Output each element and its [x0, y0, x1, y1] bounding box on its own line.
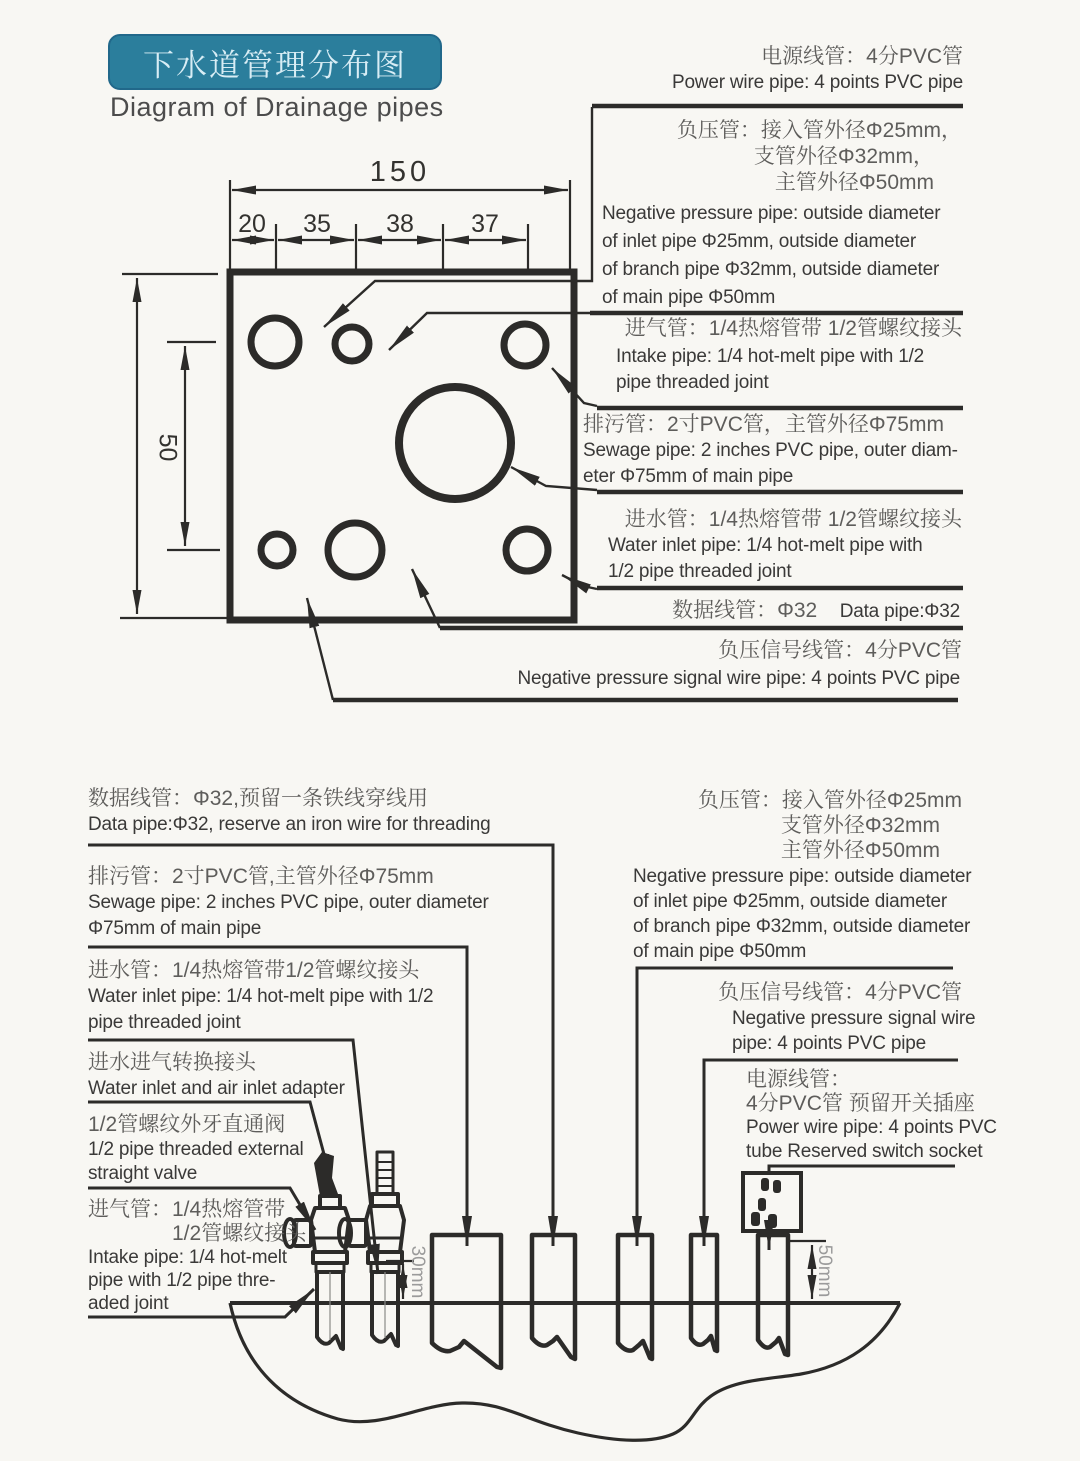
annotation-negative-pressure-bottom	[630, 788, 962, 863]
hole-power-wire	[251, 318, 299, 366]
annotation-intake-top-en	[616, 344, 924, 396]
annotation-adapter-bottom	[88, 1050, 345, 1102]
annotation-water-inlet-bottom	[88, 958, 433, 1036]
annotation-text-zh: 1/2管螺纹外牙直通阀	[88, 1113, 286, 1136]
annotation-water-inlet-top-en	[608, 533, 922, 585]
annotation-text-en: Water inlet and air inlet adapter	[88, 1078, 345, 1099]
dim-label-20: 20	[238, 210, 266, 238]
dim-label-150: 150	[369, 156, 431, 188]
annotation-text-zh: 排污管：2寸PVC管，主管外径Φ75mm	[583, 413, 944, 436]
annotation-text-en: Power wire pipe: 4 points PVC	[746, 1117, 997, 1138]
annotation-text-en: of main pipe Φ50mm	[633, 941, 807, 962]
annotation-text-en: aded joint	[88, 1293, 169, 1314]
page-title-badge	[108, 34, 442, 90]
annotation-text-zh: 支管外径Φ32mm，	[753, 145, 934, 168]
annotation-text-zh: 负压信号线管：4分PVC管	[718, 639, 962, 662]
socket-slot	[751, 1212, 760, 1226]
pipe-negative-pressure	[618, 1235, 652, 1359]
annotation-text-en: eter Φ75mm of main pipe	[583, 466, 794, 487]
annotation-text-en: Negative pressure pipe: outside diameter	[633, 866, 972, 887]
dim-label-38: 38	[386, 210, 414, 238]
annotation-text-en: 1/2 pipe threaded joint	[608, 561, 792, 582]
annotation-text-zh: 进气管：1/4热熔管带 1/2管螺纹接头	[624, 317, 962, 340]
annotation-text-zh: 支管外径Φ32mm	[780, 814, 940, 837]
annotation-sewage-bottom	[88, 864, 489, 942]
socket-slot	[768, 1214, 777, 1228]
annotation-intake-top	[600, 316, 962, 342]
annotation-text-zh: 负压管：接入管外径Φ25mm，	[676, 119, 962, 142]
annotation-water-inlet-top	[600, 507, 962, 533]
annotation-negative-pressure-signal-top-en	[490, 666, 960, 692]
annotation-text-zh: 负压信号线管：4分PVC管	[718, 981, 962, 1004]
switch-socket-box	[743, 1173, 801, 1231]
annotation-text-en: Power wire pipe: 4 points PVC pipe	[671, 72, 963, 93]
hole-negative-pressure-signal	[261, 534, 293, 566]
annotation-text-en: Data pipe:Φ32	[839, 601, 960, 622]
annotation-text-zh: 主管外径Φ50mm	[774, 171, 934, 194]
annotation-text-en: of branch pipe Φ32mm, outside diameter	[602, 259, 940, 280]
dim-label-50: 50	[153, 433, 182, 462]
annotation-text-zh: 主管外径Φ50mm	[780, 839, 940, 862]
page-title-zh: 下水道管理分布图	[143, 47, 407, 83]
annotation-negative-pressure-signal-bottom	[630, 980, 962, 1006]
annotation-text-zh: 电源线管：	[746, 1068, 851, 1091]
annotation-intake-bottom	[88, 1198, 306, 1315]
valve-threaded-stem	[377, 1152, 393, 1194]
dim-label-37: 37	[471, 210, 499, 238]
socket-slot	[758, 1198, 766, 1211]
dim-label-35: 35	[303, 210, 331, 238]
annotation-text-zh: 进气管：1/4热熔管带	[88, 1198, 286, 1221]
annotation-text-en: of inlet pipe Φ25mm, outside diameter	[633, 891, 948, 912]
annotation-text-en: pipe threaded joint	[88, 1012, 241, 1033]
annotation-text-zh: 进水管：1/4热熔管带 1/2管螺纹接头	[624, 508, 962, 531]
dim-label-30mm: 30mm	[407, 1245, 428, 1299]
annotation-text-en: pipe: 4 points PVC pipe	[732, 1033, 926, 1054]
annotation-text-en: of inlet pipe Φ25mm, outside diameter	[602, 231, 917, 252]
annotation-text-zh: 进水进气转换接头	[88, 1051, 256, 1074]
annotation-text-en: Negative pressure pipe: outside diameter	[602, 203, 941, 224]
leader-power-wire	[324, 107, 592, 327]
hole-intake	[504, 324, 546, 366]
socket-slot	[773, 1180, 781, 1193]
annotation-text-en: Sewage pipe: 2 inches PVC pipe, outer diam-	[583, 440, 958, 461]
annotation-text-en: Intake pipe: 1/4 hot-melt	[88, 1247, 287, 1268]
page-title-en: Diagram of Drainage pipes	[110, 92, 444, 122]
annotation-power-wire-top	[560, 44, 963, 96]
annotation-text-en: of main pipe Φ50mm	[602, 287, 776, 308]
hole-water-inlet	[506, 529, 548, 571]
annotation-text-en: Data pipe:Φ32, reserve an iron wire for threading	[88, 814, 491, 835]
annotation-sewage-top-en	[583, 438, 958, 490]
annotation-sewage-top	[583, 412, 944, 438]
leader-water-inlet	[562, 575, 597, 589]
hole-data-pipe	[328, 523, 382, 577]
annotation-text-en: Intake pipe: 1/4 hot-melt pipe with 1/2	[616, 346, 925, 367]
annotation-text-en: straight valve	[88, 1163, 198, 1184]
dimension-lines	[120, 180, 570, 618]
annotation-text-en: pipe with 1/2 pipe thre-	[88, 1270, 276, 1291]
annotation-power-wire-bottom	[746, 1068, 997, 1164]
annotation-data-pipe-top	[600, 598, 960, 625]
annotation-text-zh: 数据线管：Φ32	[672, 599, 818, 622]
annotation-text-en: Negative pressure signal wire	[732, 1008, 976, 1029]
leader-negative-pressure-signal	[307, 598, 333, 700]
annotation-straight-valve-bottom	[88, 1112, 304, 1186]
annotation-text-zh: 1/2管螺纹接头	[172, 1222, 307, 1245]
valve-lever	[314, 1152, 338, 1196]
annotation-negative-pressure-top	[600, 118, 962, 196]
pipe-power-wire	[758, 1235, 788, 1355]
annotation-text-zh: 排污管：2寸PVC管,主管外径Φ75mm	[88, 865, 434, 888]
mounting-plate	[230, 272, 574, 620]
annotation-text-en: pipe threaded joint	[616, 372, 769, 393]
dim-label-50mm: 50mm	[814, 1244, 835, 1298]
annotation-text-zh: 电源线管：4分PVC管	[761, 45, 963, 68]
annotation-data-pipe-bottom	[88, 786, 490, 838]
annotation-text-zh: 数据线管：Φ32,预留一条铁线穿线用	[88, 787, 428, 810]
annotation-text-en: Negative pressure signal wire pipe: 4 points PVC pipe	[517, 668, 960, 689]
annotation-text-en: Water inlet pipe: 1/4 hot-melt pipe with 1/2	[88, 986, 434, 1007]
annotation-text-zh: 负压管：接入管外径Φ25mm	[697, 789, 962, 812]
hole-sewage	[399, 387, 511, 499]
annotation-text-en: Sewage pipe: 2 inches PVC pipe, outer diameter	[88, 892, 489, 913]
annotation-negative-pressure-bottom-en	[633, 864, 971, 964]
annotation-negative-pressure-top-en	[602, 200, 940, 312]
pipe-data	[532, 1235, 575, 1359]
plate-leaders	[307, 107, 597, 700]
pipe-negative-pressure-signal	[691, 1235, 717, 1351]
hole-negative-pressure	[335, 327, 369, 361]
annotation-text-en: Φ75mm of main pipe	[88, 918, 262, 939]
annotation-text-en: 1/2 pipe threaded external	[88, 1139, 304, 1160]
annotation-text-zh: 进水管：1/4热熔管带1/2管螺纹接头	[88, 959, 420, 982]
annotation-negative-pressure-signal-top	[600, 638, 962, 664]
annotation-text-en: tube Reserved switch socket	[746, 1141, 983, 1162]
annotation-text-en: of branch pipe Φ32mm, outside diameter	[633, 916, 971, 937]
annotation-text-en: Water inlet pipe: 1/4 hot-melt pipe with	[608, 535, 923, 556]
annotation-negative-pressure-signal-bottom-en	[732, 1006, 975, 1056]
valve-assembly-2	[339, 1152, 404, 1346]
annotation-text-zh: 4分PVC管 预留开关插座	[746, 1092, 975, 1115]
leader-negative-pressure	[389, 313, 597, 350]
socket-slot	[761, 1178, 769, 1191]
